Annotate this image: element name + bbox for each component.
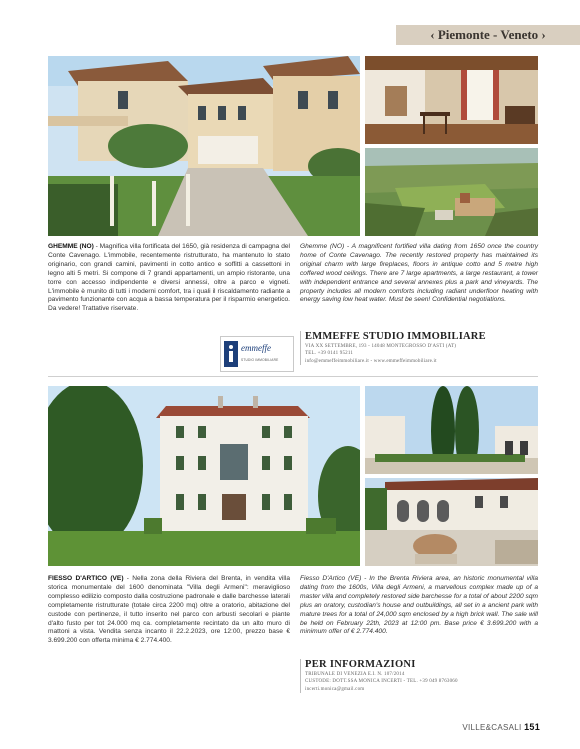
photo-villa-ghemme-courtyard [48,56,360,236]
info-court: TRIBUNALE DI VENEZIA E.I. N. 107/2014 [305,672,405,677]
agency-web[interactable]: info@emmeffeimmobiliare.it - www.emmeffeimmobiliare.it [305,358,437,364]
listing2-italian-body: - Nella zona della Riviera del Brenta, in vendita villa storica monumentale del 1600 denominata "Villa degli Armeni": meraviglioso complesso edilizio composto dalla costruzione padronale e dalle barchesse laterali completamente ristrutturate (totale circa 2200 mq) oltre a oratorio, abitazione del custode con pertinenze, il tutto inserito nel parco con arbusti secolari e piante d'alto fusto per tot 24.000 mq ca. completamente recintato da un alto muro di mattoni a vista. Vendita senza incanto il 22.2.2023, ore 12:00, prezzo base € 3.699.200 con offerta minima € 2.774.400. [48,575,290,645]
agency-contact-block [300,331,540,365]
agency-logo-icon [224,341,238,367]
agency-name: EMMEFFE STUDIO IMMOBILIARE [305,331,486,342]
listing1-english-body: Ghemme (NO) - A magnificent fortified villa dating from 1650 once the country home of Conte Cavenago. The recently restored property has maintained its original charm with large fireplaces, floors in antique cotto and 5 metre high coffered wood ceilings. There are 7 large apartments, a large restaurant, a tower with independent entrance and several annexes plus a park and vineyards. The property includes all modern comforts including radiant underfloor heating with energy saving low heat water. Must be seen! Confidential negotiations. [300,243,538,304]
photo-villa-ghemme-aerial [365,148,538,236]
listing1-italian-title: GHEMME (NO) [48,243,94,250]
info-custodian: CUSTODE: DOTT.SSA MONICA INCERTI - TEL. +39 049 8763060 [305,679,458,685]
info-contact-block [300,659,540,693]
info-heading: PER INFORMAZIONI [305,659,416,670]
page-footer [462,722,540,732]
agency-logo-script: emmeffe [241,343,271,353]
listing2-italian-text [48,575,290,646]
photo-villa-armeni-barchessa [365,478,538,566]
listing2-english-text [300,575,538,637]
agency-address: VIA XX SETTEMBRE, 193 - 14048 MONTEGROSSO D'ASTI (AT) [305,344,457,349]
agency-logo-tagline: STUDIO IMMOBILIARE [241,358,279,362]
listing1-italian-text [48,243,290,314]
footer-page-number: 151 [524,722,540,732]
listing1-english-text [300,243,538,305]
section-divider [48,376,538,377]
photo-villa-ghemme-interior [365,56,538,144]
listing2-english-body: Fiesso D'Artico (VE) - In the Brenta Riviera area, an historic monumental villa dating from the 1600s, Villa degli Armeni, a marvellous complex made up of a master villa and completely restored side barchesse for a total of about 2200 sqm plus an oratory, custodian's house and outbuildings, all set in a ancient park with mature trees for a total of 24,000 sqm enclosed by a high brick wall. The sale will be held on February 22th, 2023 at 12:00 pm. Base price € 3.699.200 with a minimum offer of € 2.774.400. [300,575,538,636]
listing1-italian-body: - Magnifica villa fortificata del 1650, già residenza di campagna del Conte Cavenago. L'immobile, recentemente ristrutturato, ha mantenuto lo stato originario, con grandi camini, pavimenti in cotto antico e soffitti a cassettoni in legno alti 5 metri. Si compone di 7 grandi appartamenti, un ampio ristorante, una torre con accesso indipendente e diversi annessi, oltre a parco e vigneti. L'immobile è munito di tutti i moderni comfort, tra i quali il riscaldamento radiante a pavimento funzionante con acqua a bassa temperatura per il risparmio energetico. Da vedere! Trattative riservate. [48,243,290,313]
listing2-italian-title: FIESSO D'ARTICO (VE) [48,575,124,582]
agency-phone[interactable]: TEL. +39 0141 95211 [305,351,354,357]
agency-logo [220,336,294,372]
region-tab: ‹ Piemonte - Veneto › [396,25,580,45]
footer-magazine: VILLE&CASALI [462,723,522,732]
info-email[interactable]: incerti.monica@gmail.com [305,686,365,692]
photo-villa-armeni-facade [48,386,360,566]
photo-villa-armeni-garden [365,386,538,474]
